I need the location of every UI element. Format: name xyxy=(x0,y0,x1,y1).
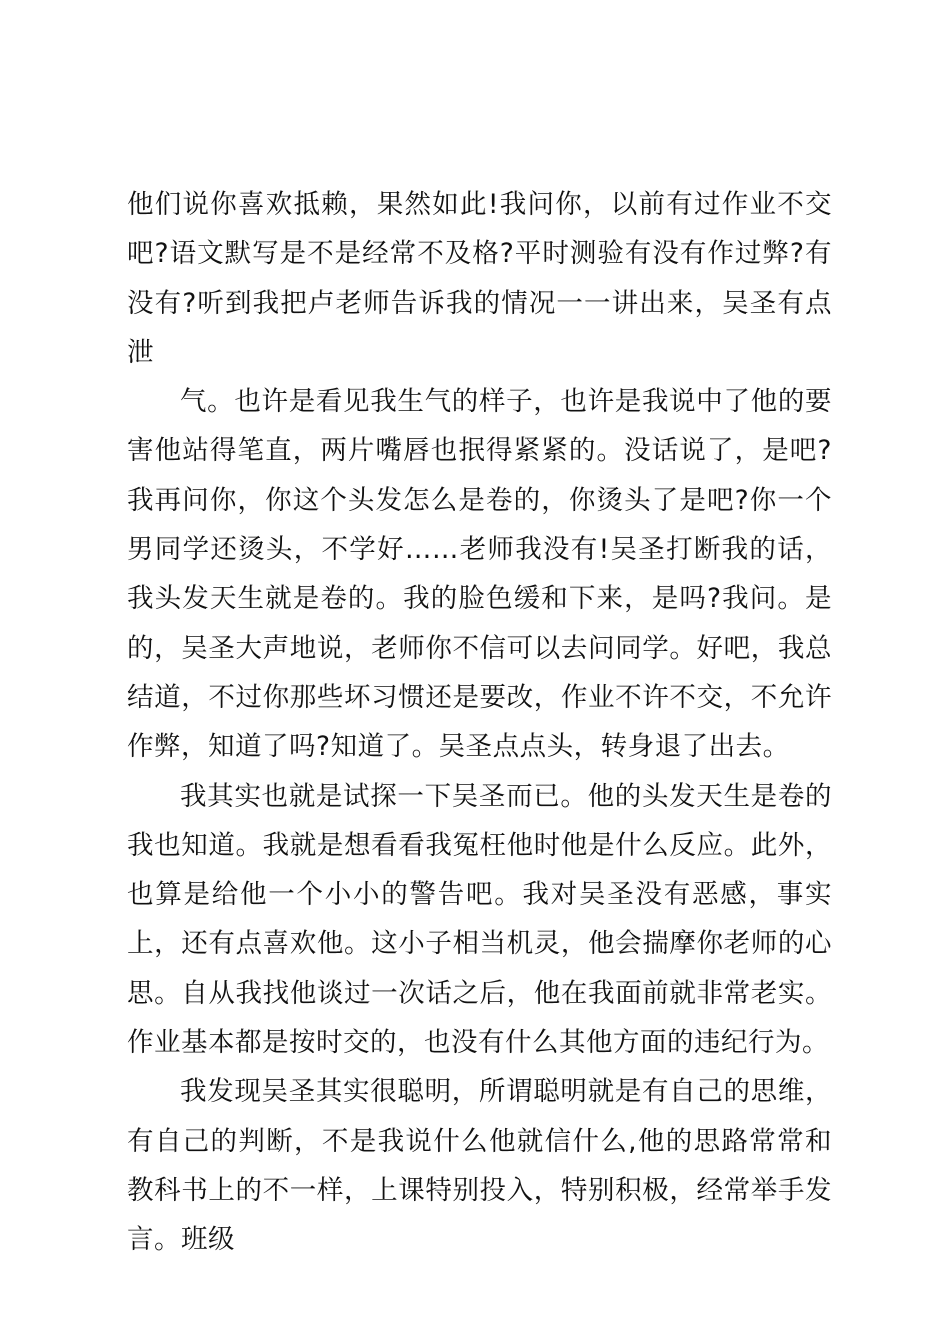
body-text xyxy=(127,180,832,1265)
paragraph-4: 我发现吴圣其实很聪明，所谓聪明就是有自己的思维，有自己的判断，不是我说什么他就信什么,他的思路常常和教科书上的不一样，上课特别投入，特别积极，经常举手发言。班级 xyxy=(127,1076,832,1256)
paragraph-2: 气。也许是看见我生气的样子，也许是我说中了他的要害他站得笔直，两片嘴唇也抿得紧紧的。没话说了，是吧?我再问你，你这个头发怎么是卷的，你烫头了是吧?你一个男同学还烫头，不学好……老师我没有!吴圣打断我的话，我头发天生就是卷的。我的脸色缓和下来，是吗?我问。是的，吴圣大声地说，老师你不信可以去问同学。好吧，我总结道，不过你那些坏习惯还是要改，作业不许不交，不允许作弊，知道了吗?知道了。吴圣点点头，转身退了出去。 xyxy=(127,386,832,763)
paragraph-1: 他们说你喜欢抵赖，果然如此!我问你，以前有过作业不交吧?语文默写是不是经常不及格?平时测验有没有作过弊?有没有?听到我把卢老师告诉我的情况一一讲出来，吴圣有点泄 xyxy=(127,189,832,368)
paragraph-3: 我其实也就是试探一下吴圣而已。他的头发天生是卷的我也知道。我就是想看看我冤枉他时他是什么反应。此外，也算是给他一个小小的警告吧。我对吴圣没有恶感，事实上，还有点喜欢他。这小子相当机灵，他会揣摩你老师的心思。自从我找他谈过一次话之后，他在我面前就非常老实。作业基本都是按时交的，也没有什么其他方面的违纪行为。 xyxy=(127,780,832,1059)
